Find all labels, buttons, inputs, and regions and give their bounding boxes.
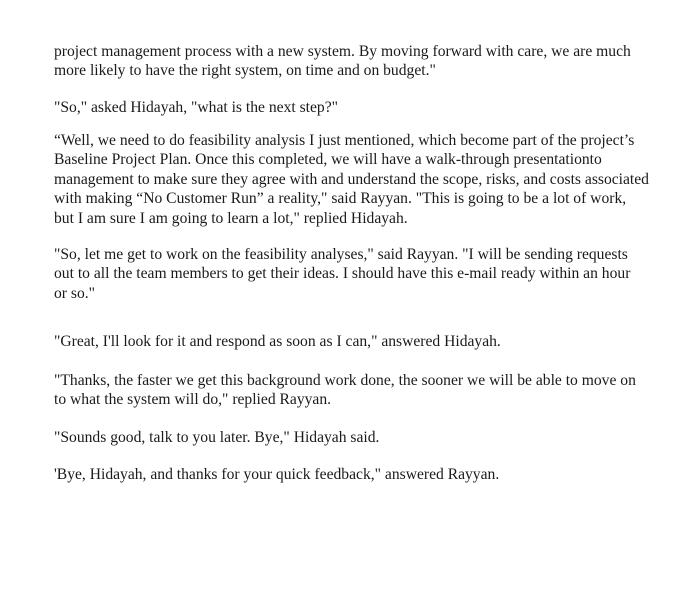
text-line: or so."	[54, 284, 96, 302]
text-line: "Sounds good, talk to you later. Bye," Hidayah said.	[54, 429, 380, 446]
paragraph	[54, 98, 678, 117]
paragraph	[54, 131, 678, 228]
paragraph	[54, 332, 678, 351]
paragraph	[54, 371, 678, 410]
text-line: more likely to have the right system, on time and on budget."	[54, 62, 436, 80]
text-line: "So," asked Hidayah, "what is the next step?"	[54, 99, 338, 116]
text-line: management to make sure they agree with and understand the scope, risks, and costs associated	[54, 170, 649, 188]
paragraph	[54, 42, 678, 81]
text-line: out to all the team members to get their ideas. I should have this e-mail ready within an hour	[54, 265, 631, 283]
paragraph	[54, 245, 678, 303]
paragraph	[54, 428, 678, 447]
text-line: but I am sure I am going to learn a lot," replied Hidayah.	[54, 209, 408, 227]
text-line: "Thanks, the faster we get this background work done, the sooner we will be able to move on	[54, 372, 636, 389]
text-line: "Great, I'll look for it and respond as soon as I can," answered Hidayah.	[54, 333, 501, 350]
text-line: 'Bye, Hidayah, and thanks for your quick feedback," answered Rayyan.	[54, 466, 500, 483]
paragraph	[54, 465, 678, 484]
text-line: to what the system will do," replied Rayyan.	[54, 391, 332, 409]
text-line: “Well, we need to do feasibility analysis I just mentioned, which become part of the project’s	[54, 132, 635, 149]
text-line: with making “No Customer Run” a reality," said Rayyan. "This is going to be a lot of work,	[54, 190, 627, 208]
text-line: project management process with a new system. By moving forward with care, we are much	[54, 43, 631, 60]
text-line: Baseline Project Plan. Once this completed, we will have a walk-through presentationto	[54, 151, 602, 169]
text-line: "So, let me get to work on the feasibility analyses," said Rayyan. "I will be sending requests	[54, 246, 628, 263]
